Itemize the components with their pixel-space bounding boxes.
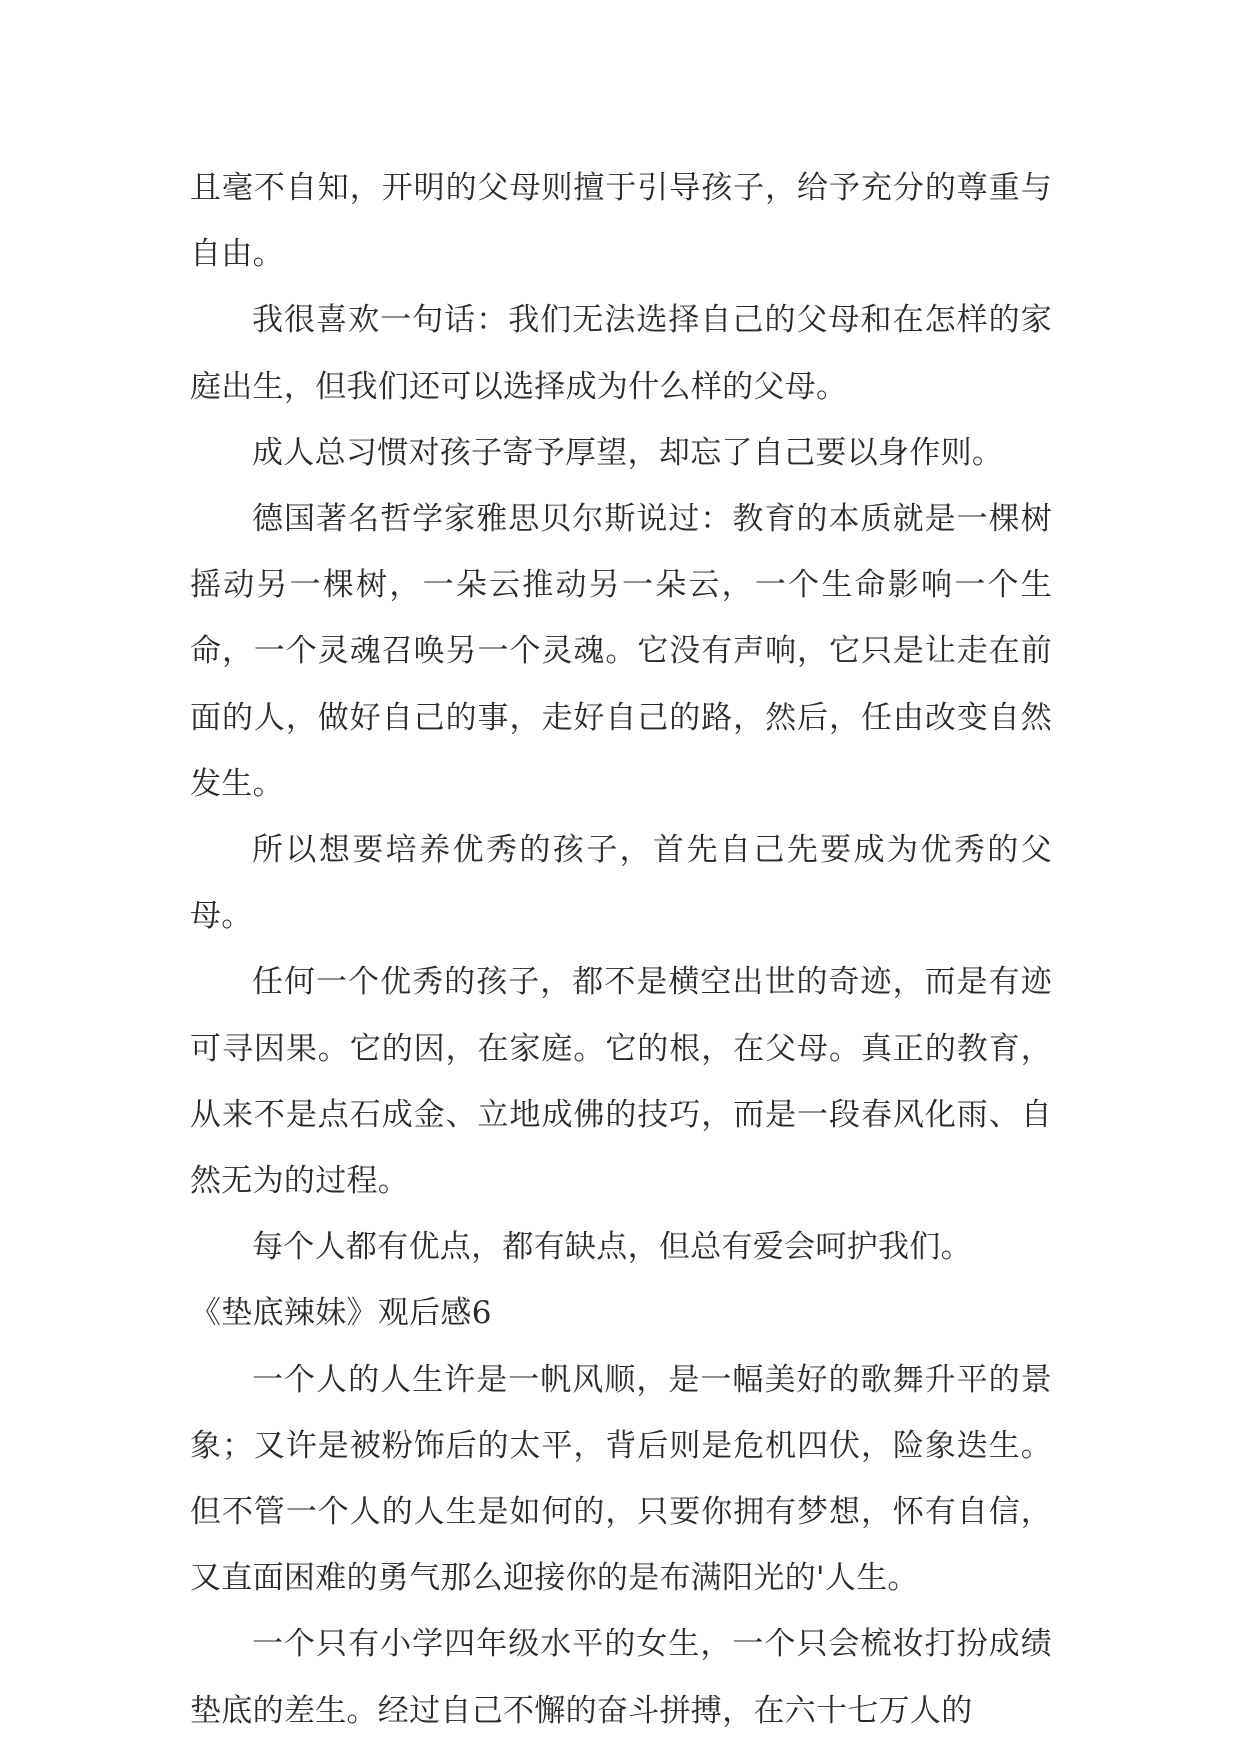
paragraph-4: 德国著名哲学家雅思贝尔斯说过：教育的本质就是一棵树摇动另一棵树，一朵云推动另一朵云，一个生命影响一个生命，一个灵魂召唤另一个灵魂。它没有声响，它只是让走在前面的人，做好自己的事，走好自己的路，然后，任由改变自然发生。 [190,501,1052,802]
paragraph-1: 且毫不自知，开明的父母则擅于引导孩子，给予充分的尊重与自由。 [190,170,1052,273]
paragraph-3: 成人总习惯对孩子寄予厚望，却忘了自己要以身作则。 [252,434,1004,471]
paragraph-2: 我很喜欢一句话：我们无法选择自己的父母和在怎样的家庭出生，但我们还可以选择成为什么样的父母。 [190,302,1052,405]
body-text [190,155,1052,1744]
section-heading: 《垫底辣妹》观后感6 [190,1295,492,1332]
paragraph-8: 一个人的人生许是一帆风顺，是一幅美好的歌舞升平的景象；又许是被粉饰后的太平，背后则是危机四伏，险象迭生。但不管一个人的人生是如何的，只要你拥有梦想，怀有自信，又直面困难的勇气那么迎接你的是布满阳光的'人生。 [190,1361,1052,1597]
paragraph-5: 所以想要培养优秀的孩子，首先自己先要成为优秀的父母。 [190,832,1052,935]
paragraph-7: 每个人都有优点，都有缺点，但总有爱会呵护我们。 [252,1229,972,1266]
paragraph-6: 任何一个优秀的孩子，都不是横空出世的奇迹，而是有迹可寻因果。它的因，在家庭。它的根，在父母。真正的教育，从来不是点石成金、立地成佛的技巧，而是一段春风化雨、自然无为的过程。 [190,964,1052,1200]
paragraph-9: 一个只有小学四年级水平的女生，一个只会梳妆打扮成绩垫底的差生。经过自己不懈的奋斗拼搏，在六十七万人的 [190,1626,1052,1729]
